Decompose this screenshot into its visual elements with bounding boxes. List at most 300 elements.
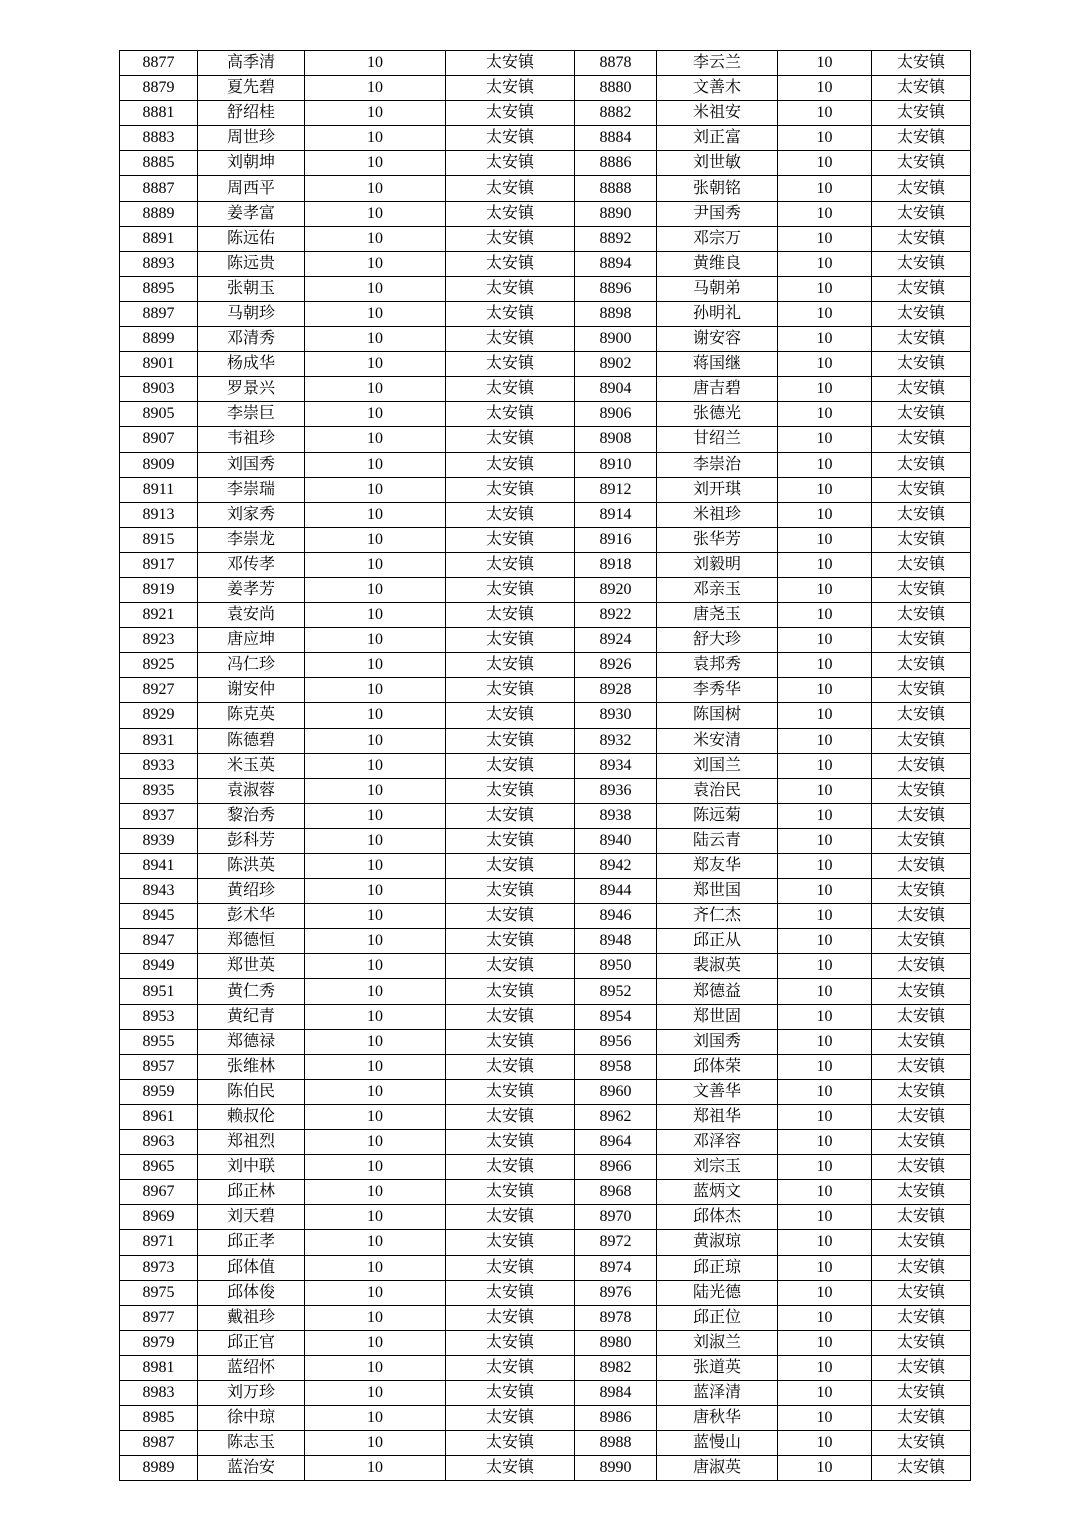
id-right-cell: 8890 [575,201,657,226]
town-left-cell: 太安镇 [446,151,575,176]
name-left-cell: 邱体值 [198,1255,305,1280]
table-row [120,1305,971,1330]
amount-left-cell: 10 [305,1155,446,1180]
roster-table-body [120,51,971,1481]
name-right-cell: 邱正位 [657,1305,778,1330]
id-left-cell: 8879 [120,76,198,101]
amount-right-cell: 10 [778,1255,872,1280]
name-left-cell: 李崇龙 [198,527,305,552]
name-left-cell: 邱体俊 [198,1280,305,1305]
amount-left-cell: 10 [305,628,446,653]
id-left-cell: 8897 [120,301,198,326]
town-right-cell: 太安镇 [872,126,971,151]
town-left-cell: 太安镇 [446,101,575,126]
amount-left-cell: 10 [305,828,446,853]
town-left-cell: 太安镇 [446,502,575,527]
id-right-cell: 8944 [575,879,657,904]
amount-left-cell: 10 [305,1029,446,1054]
town-left-cell: 太安镇 [446,1029,575,1054]
town-right-cell: 太安镇 [872,51,971,76]
id-right-cell: 8888 [575,176,657,201]
table-row [120,402,971,427]
name-left-cell: 张维林 [198,1054,305,1079]
name-left-cell: 邓清秀 [198,327,305,352]
amount-right-cell: 10 [778,377,872,402]
town-right-cell: 太安镇 [872,904,971,929]
id-right-cell: 8952 [575,979,657,1004]
amount-left-cell: 10 [305,1230,446,1255]
amount-right-cell: 10 [778,979,872,1004]
table-row [120,151,971,176]
id-left-cell: 8957 [120,1054,198,1079]
amount-left-cell: 10 [305,854,446,879]
name-left-cell: 刘万珍 [198,1380,305,1405]
table-row [120,1079,971,1104]
name-right-cell: 张华芳 [657,527,778,552]
name-right-cell: 刘国秀 [657,1029,778,1054]
amount-right-cell: 10 [778,1104,872,1129]
amount-left-cell: 10 [305,904,446,929]
town-left-cell: 太安镇 [446,1380,575,1405]
town-right-cell: 太安镇 [872,201,971,226]
name-left-cell: 陈克英 [198,703,305,728]
table-row [120,1004,971,1029]
table-row [120,226,971,251]
amount-left-cell: 10 [305,1180,446,1205]
town-left-cell: 太安镇 [446,1104,575,1129]
amount-right-cell: 10 [778,1054,872,1079]
amount-right-cell: 10 [778,201,872,226]
amount-right-cell: 10 [778,1330,872,1355]
town-right-cell: 太安镇 [872,1104,971,1129]
id-right-cell: 8904 [575,377,657,402]
name-left-cell: 邱正官 [198,1330,305,1355]
town-left-cell: 太安镇 [446,979,575,1004]
id-right-cell: 8934 [575,753,657,778]
name-left-cell: 陈洪英 [198,854,305,879]
id-right-cell: 8932 [575,728,657,753]
name-left-cell: 周世珍 [198,126,305,151]
town-right-cell: 太安镇 [872,1205,971,1230]
id-right-cell: 8968 [575,1180,657,1205]
amount-left-cell: 10 [305,1305,446,1330]
amount-left-cell: 10 [305,427,446,452]
amount-left-cell: 10 [305,1205,446,1230]
table-row [120,1431,971,1456]
name-left-cell: 陈远贵 [198,251,305,276]
amount-right-cell: 10 [778,101,872,126]
amount-right-cell: 10 [778,1406,872,1431]
amount-left-cell: 10 [305,653,446,678]
amount-right-cell: 10 [778,51,872,76]
town-left-cell: 太安镇 [446,552,575,577]
town-left-cell: 太安镇 [446,1180,575,1205]
table-row [120,603,971,628]
name-right-cell: 黄淑琼 [657,1230,778,1255]
id-left-cell: 8911 [120,477,198,502]
amount-left-cell: 10 [305,151,446,176]
table-row [120,1330,971,1355]
amount-right-cell: 10 [778,1004,872,1029]
id-right-cell: 8980 [575,1330,657,1355]
amount-right-cell: 10 [778,1456,872,1481]
town-right-cell: 太安镇 [872,1230,971,1255]
amount-right-cell: 10 [778,628,872,653]
amount-left-cell: 10 [305,76,446,101]
id-left-cell: 8937 [120,803,198,828]
town-right-cell: 太安镇 [872,251,971,276]
table-row [120,1155,971,1180]
id-right-cell: 8924 [575,628,657,653]
id-right-cell: 8878 [575,51,657,76]
town-left-cell: 太安镇 [446,276,575,301]
amount-right-cell: 10 [778,427,872,452]
name-right-cell: 张朝铭 [657,176,778,201]
name-right-cell: 文善木 [657,76,778,101]
id-right-cell: 8920 [575,577,657,602]
id-left-cell: 8903 [120,377,198,402]
name-left-cell: 郑祖烈 [198,1130,305,1155]
town-left-cell: 太安镇 [446,176,575,201]
id-left-cell: 8987 [120,1431,198,1456]
town-right-cell: 太安镇 [872,803,971,828]
name-right-cell: 马朝弟 [657,276,778,301]
table-row [120,51,971,76]
town-left-cell: 太安镇 [446,929,575,954]
town-right-cell: 太安镇 [872,854,971,879]
town-left-cell: 太安镇 [446,1406,575,1431]
table-row [120,126,971,151]
town-left-cell: 太安镇 [446,628,575,653]
name-left-cell: 张朝玉 [198,276,305,301]
town-left-cell: 太安镇 [446,226,575,251]
name-right-cell: 刘淑兰 [657,1330,778,1355]
id-left-cell: 8895 [120,276,198,301]
amount-right-cell: 10 [778,352,872,377]
id-right-cell: 8966 [575,1155,657,1180]
name-right-cell: 陈国树 [657,703,778,728]
town-right-cell: 太安镇 [872,276,971,301]
name-left-cell: 陈德碧 [198,728,305,753]
town-left-cell: 太安镇 [446,1130,575,1155]
town-left-cell: 太安镇 [446,427,575,452]
name-left-cell: 韦祖珍 [198,427,305,452]
town-right-cell: 太安镇 [872,1280,971,1305]
id-left-cell: 8967 [120,1180,198,1205]
amount-left-cell: 10 [305,527,446,552]
amount-left-cell: 10 [305,1355,446,1380]
town-right-cell: 太安镇 [872,427,971,452]
town-right-cell: 太安镇 [872,1180,971,1205]
town-right-cell: 太安镇 [872,979,971,1004]
id-right-cell: 8896 [575,276,657,301]
name-right-cell: 舒大珍 [657,628,778,653]
id-left-cell: 8947 [120,929,198,954]
id-left-cell: 8885 [120,151,198,176]
id-right-cell: 8962 [575,1104,657,1129]
id-left-cell: 8943 [120,879,198,904]
amount-right-cell: 10 [778,226,872,251]
table-row [120,678,971,703]
table-row [120,327,971,352]
amount-left-cell: 10 [305,929,446,954]
town-left-cell: 太安镇 [446,1054,575,1079]
amount-right-cell: 10 [778,753,872,778]
table-row [120,703,971,728]
table-row [120,954,971,979]
name-right-cell: 米安清 [657,728,778,753]
name-left-cell: 谢安仲 [198,678,305,703]
name-right-cell: 郑德益 [657,979,778,1004]
amount-right-cell: 10 [778,929,872,954]
amount-right-cell: 10 [778,879,872,904]
id-left-cell: 8887 [120,176,198,201]
name-right-cell: 蒋国继 [657,352,778,377]
amount-right-cell: 10 [778,402,872,427]
id-right-cell: 8978 [575,1305,657,1330]
id-left-cell: 8909 [120,452,198,477]
table-row [120,552,971,577]
town-left-cell: 太安镇 [446,402,575,427]
amount-right-cell: 10 [778,603,872,628]
town-right-cell: 太安镇 [872,151,971,176]
id-right-cell: 8908 [575,427,657,452]
amount-right-cell: 10 [778,502,872,527]
name-left-cell: 刘中联 [198,1155,305,1180]
amount-left-cell: 10 [305,954,446,979]
id-right-cell: 8938 [575,803,657,828]
table-row [120,76,971,101]
table-row [120,301,971,326]
amount-left-cell: 10 [305,703,446,728]
amount-right-cell: 10 [778,327,872,352]
town-left-cell: 太安镇 [446,1255,575,1280]
id-left-cell: 8941 [120,854,198,879]
id-right-cell: 8984 [575,1380,657,1405]
amount-left-cell: 10 [305,1330,446,1355]
id-right-cell: 8948 [575,929,657,954]
name-right-cell: 李秀华 [657,678,778,703]
name-right-cell: 米祖安 [657,101,778,126]
id-left-cell: 8933 [120,753,198,778]
table-row [120,728,971,753]
id-right-cell: 8972 [575,1230,657,1255]
amount-right-cell: 10 [778,1305,872,1330]
id-left-cell: 8953 [120,1004,198,1029]
amount-right-cell: 10 [778,527,872,552]
town-right-cell: 太安镇 [872,1079,971,1104]
town-right-cell: 太安镇 [872,301,971,326]
town-right-cell: 太安镇 [872,402,971,427]
town-left-cell: 太安镇 [446,1079,575,1104]
id-left-cell: 8955 [120,1029,198,1054]
amount-right-cell: 10 [778,1431,872,1456]
name-left-cell: 蓝治安 [198,1456,305,1481]
name-left-cell: 夏先碧 [198,76,305,101]
amount-right-cell: 10 [778,251,872,276]
table-row [120,1054,971,1079]
id-left-cell: 8917 [120,552,198,577]
id-right-cell: 8894 [575,251,657,276]
town-right-cell: 太安镇 [872,703,971,728]
town-right-cell: 太安镇 [872,352,971,377]
name-right-cell: 张德光 [657,402,778,427]
name-left-cell: 徐中琼 [198,1406,305,1431]
amount-right-cell: 10 [778,778,872,803]
amount-right-cell: 10 [778,1130,872,1155]
name-left-cell: 郑世英 [198,954,305,979]
name-right-cell: 尹国秀 [657,201,778,226]
name-right-cell: 唐秋华 [657,1406,778,1431]
id-right-cell: 8914 [575,502,657,527]
amount-left-cell: 10 [305,1406,446,1431]
town-right-cell: 太安镇 [872,1431,971,1456]
name-right-cell: 郑祖华 [657,1104,778,1129]
name-left-cell: 陈伯民 [198,1079,305,1104]
town-left-cell: 太安镇 [446,678,575,703]
table-row [120,1380,971,1405]
town-left-cell: 太安镇 [446,201,575,226]
name-left-cell: 马朝珍 [198,301,305,326]
table-row [120,753,971,778]
amount-left-cell: 10 [305,352,446,377]
name-left-cell: 戴祖珍 [198,1305,305,1330]
name-right-cell: 李云兰 [657,51,778,76]
id-right-cell: 8974 [575,1255,657,1280]
name-right-cell: 郑世国 [657,879,778,904]
amount-left-cell: 10 [305,879,446,904]
id-right-cell: 8942 [575,854,657,879]
amount-left-cell: 10 [305,1456,446,1481]
amount-left-cell: 10 [305,803,446,828]
name-left-cell: 李崇巨 [198,402,305,427]
name-left-cell: 彭术华 [198,904,305,929]
name-left-cell: 陈远佑 [198,226,305,251]
amount-left-cell: 10 [305,452,446,477]
town-left-cell: 太安镇 [446,904,575,929]
town-left-cell: 太安镇 [446,377,575,402]
town-right-cell: 太安镇 [872,653,971,678]
id-right-cell: 8918 [575,552,657,577]
id-right-cell: 8958 [575,1054,657,1079]
id-left-cell: 8905 [120,402,198,427]
id-left-cell: 8939 [120,828,198,853]
amount-right-cell: 10 [778,1029,872,1054]
name-right-cell: 郑友华 [657,854,778,879]
table-row [120,527,971,552]
table-row [120,904,971,929]
table-row [120,828,971,853]
name-right-cell: 文善华 [657,1079,778,1104]
table-row [120,1205,971,1230]
town-right-cell: 太安镇 [872,879,971,904]
id-right-cell: 8954 [575,1004,657,1029]
amount-right-cell: 10 [778,1280,872,1305]
id-left-cell: 8969 [120,1205,198,1230]
town-right-cell: 太安镇 [872,1380,971,1405]
town-right-cell: 太安镇 [872,1004,971,1029]
town-right-cell: 太安镇 [872,628,971,653]
town-right-cell: 太安镇 [872,577,971,602]
id-left-cell: 8979 [120,1330,198,1355]
id-left-cell: 8927 [120,678,198,703]
id-left-cell: 8901 [120,352,198,377]
id-left-cell: 8919 [120,577,198,602]
amount-right-cell: 10 [778,126,872,151]
table-row [120,377,971,402]
name-left-cell: 唐应坤 [198,628,305,653]
amount-left-cell: 10 [305,678,446,703]
town-left-cell: 太安镇 [446,1280,575,1305]
town-right-cell: 太安镇 [872,477,971,502]
id-right-cell: 8912 [575,477,657,502]
table-row [120,1255,971,1280]
id-left-cell: 8989 [120,1456,198,1481]
name-right-cell: 郑世固 [657,1004,778,1029]
id-right-cell: 8902 [575,352,657,377]
amount-right-cell: 10 [778,301,872,326]
id-left-cell: 8963 [120,1130,198,1155]
town-right-cell: 太安镇 [872,678,971,703]
town-right-cell: 太安镇 [872,828,971,853]
amount-left-cell: 10 [305,276,446,301]
name-right-cell: 米祖珍 [657,502,778,527]
name-right-cell: 刘正富 [657,126,778,151]
name-left-cell: 邱正林 [198,1180,305,1205]
table-row [120,929,971,954]
town-left-cell: 太安镇 [446,1004,575,1029]
town-left-cell: 太安镇 [446,954,575,979]
town-left-cell: 太安镇 [446,477,575,502]
table-row [120,251,971,276]
town-left-cell: 太安镇 [446,301,575,326]
table-row [120,502,971,527]
name-left-cell: 黄纪青 [198,1004,305,1029]
town-left-cell: 太安镇 [446,352,575,377]
amount-right-cell: 10 [778,728,872,753]
table-row [120,427,971,452]
amount-right-cell: 10 [778,577,872,602]
table-row [120,1029,971,1054]
table-row [120,1230,971,1255]
name-left-cell: 刘朝坤 [198,151,305,176]
name-left-cell: 李崇瑞 [198,477,305,502]
town-right-cell: 太安镇 [872,728,971,753]
town-left-cell: 太安镇 [446,753,575,778]
amount-left-cell: 10 [305,778,446,803]
id-right-cell: 8880 [575,76,657,101]
name-right-cell: 刘宗玉 [657,1155,778,1180]
amount-right-cell: 10 [778,477,872,502]
amount-right-cell: 10 [778,828,872,853]
id-left-cell: 8899 [120,327,198,352]
name-left-cell: 姜孝芳 [198,577,305,602]
table-row [120,879,971,904]
id-left-cell: 8881 [120,101,198,126]
id-right-cell: 8886 [575,151,657,176]
name-right-cell: 刘国兰 [657,753,778,778]
name-right-cell: 齐仁杰 [657,904,778,929]
town-left-cell: 太安镇 [446,327,575,352]
amount-left-cell: 10 [305,126,446,151]
name-right-cell: 李崇治 [657,452,778,477]
table-row [120,628,971,653]
name-right-cell: 邓亲玉 [657,577,778,602]
town-left-cell: 太安镇 [446,703,575,728]
table-row [120,352,971,377]
amount-left-cell: 10 [305,176,446,201]
town-right-cell: 太安镇 [872,1255,971,1280]
